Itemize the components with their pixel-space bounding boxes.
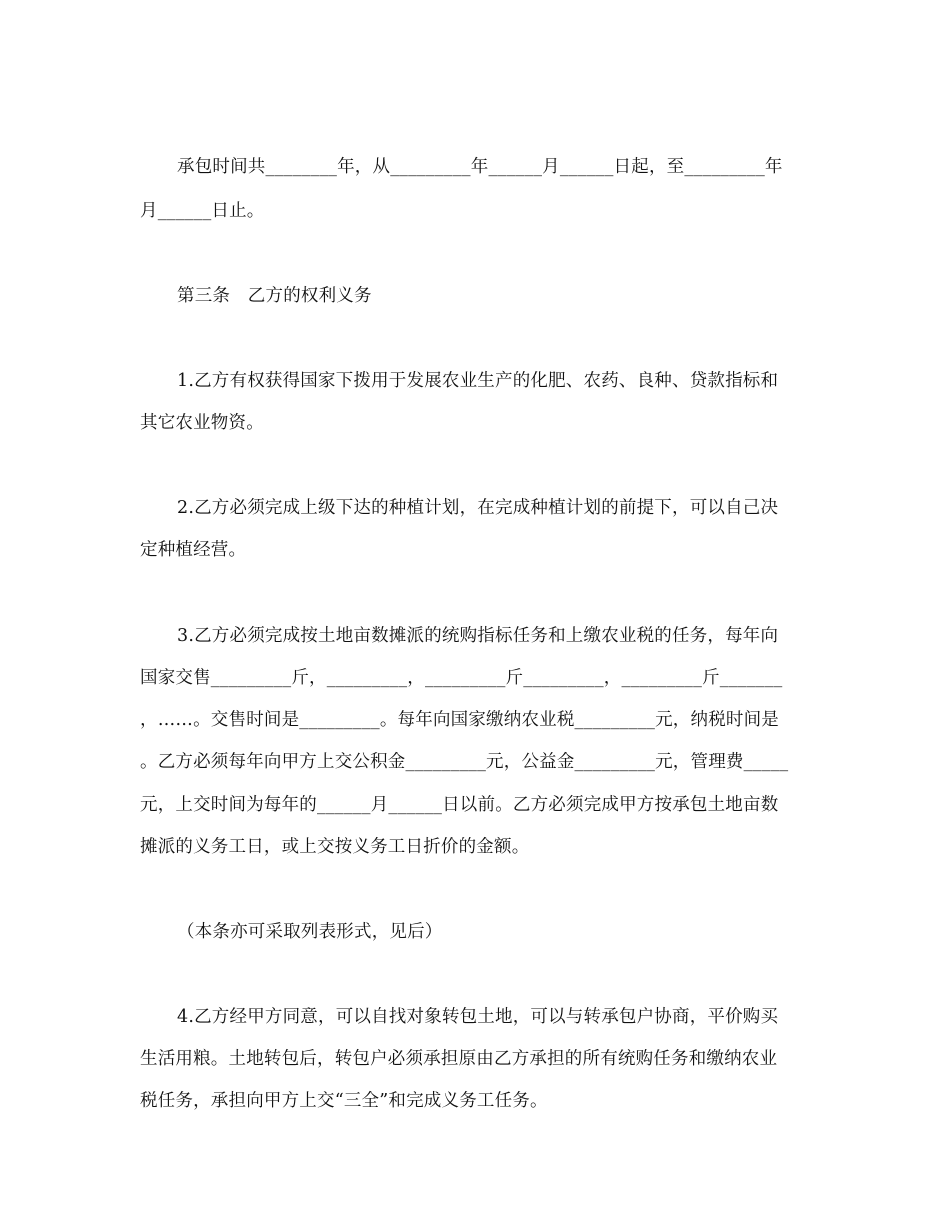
article-3-heading: 第三条 乙方的权利义务 — [177, 286, 372, 306]
item-3-line-1: 3.乙方必须完成按土地亩数摊派的统购指标任务和上缴农业税的任务，每年向 — [177, 626, 779, 646]
item-3-line-2: 国家交售_________斤，_________，_________斤_________，_________斤_______ — [140, 668, 783, 688]
term-line-1: 承包时间共________年，从_________年______月______日起，至_________年 — [177, 157, 783, 177]
article-note: （本条亦可采取列表形式，见后） — [177, 922, 443, 942]
item-4-line-1: 4.乙方经甲方同意，可以自找对象转包土地，可以与转承包户协商，平价购买 — [177, 1007, 779, 1027]
item-1-line-1: 1.乙方有权获得国家下拨用于发展农业生产的化肥、农药、良种、贷款指标和 — [177, 371, 779, 391]
item-4-line-3: 税任务，承担向甲方上交“三全”和完成义务工任务。 — [140, 1091, 548, 1111]
item-3-line-3: ，……。交售时间是_________。每年向国家缴纳农业税_________元，纳税时间是 — [140, 710, 779, 730]
item-3-line-5: 元，上交时间为每年的______月______日以前。乙方必须完成甲方按承包土地亩数 — [140, 795, 779, 815]
item-3-line-4: 。乙方必须每年向甲方上交公积金_________元，公益金_________元，管理费_____ — [140, 752, 789, 772]
item-1-line-2: 其它农业物资。 — [140, 413, 264, 433]
item-4-line-2: 生活用粮。土地转包后，转包户必须承担原由乙方承担的所有统购任务和缴纳农业 — [140, 1049, 778, 1069]
item-2-line-2: 定种植经营。 — [140, 540, 247, 560]
term-line-2: 月______日止。 — [140, 201, 265, 221]
item-2-line-1: 2.乙方必须完成上级下达的种植计划，在完成种植计划的前提下，可以自己决 — [177, 498, 779, 518]
item-3-line-6: 摊派的义务工日，或上交按义务工日折价的金额。 — [140, 837, 530, 857]
